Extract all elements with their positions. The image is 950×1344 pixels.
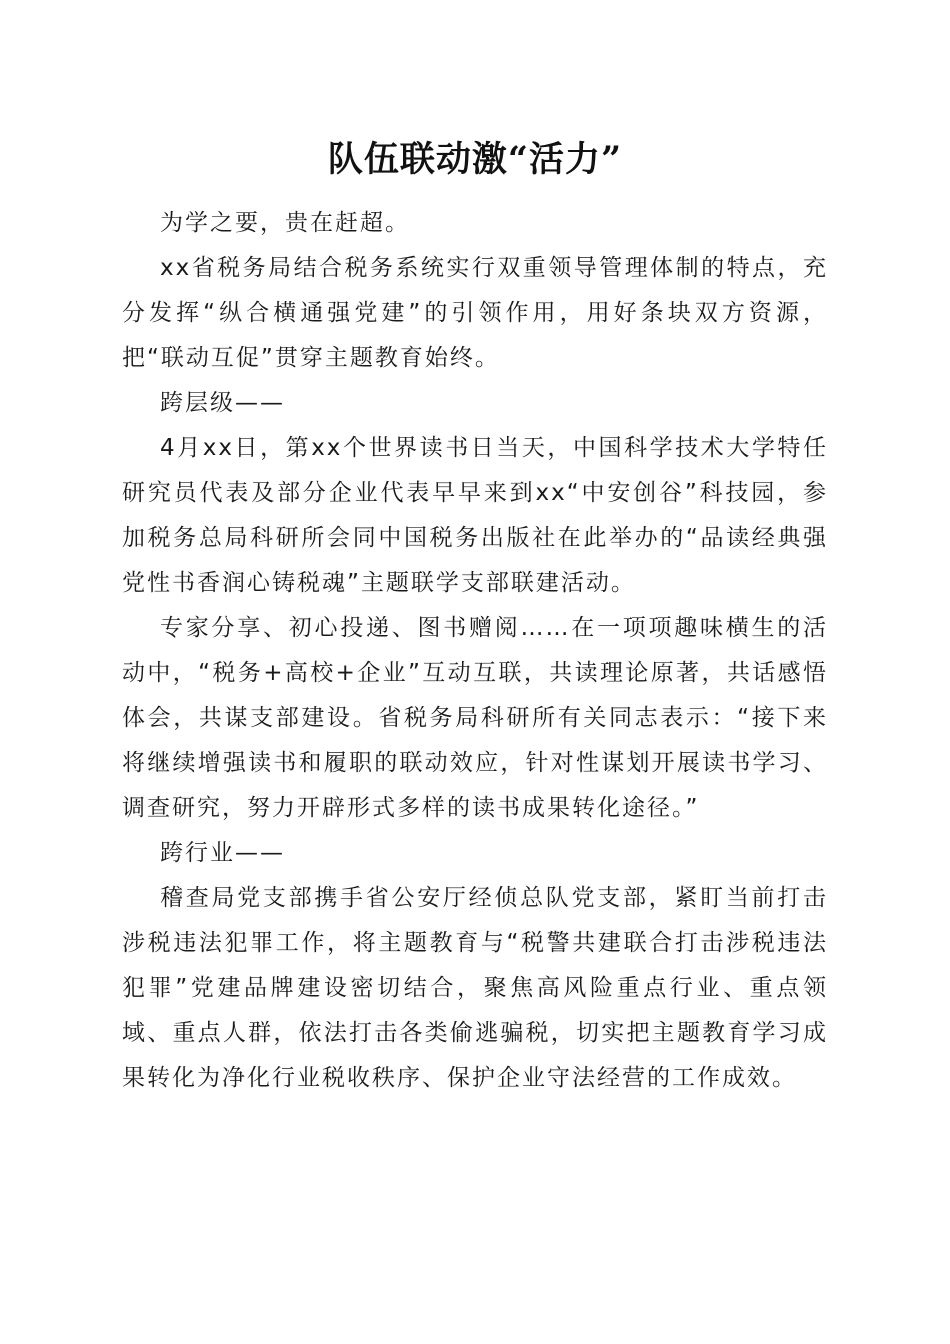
paragraph-intro: 为学之要，贵在赶超。: [160, 210, 410, 236]
paragraph-inspection: 稽查局党支部携手省公安厅经侦总队党支部，紧盯当前打击涉税违法犯罪工作，将主题教育与“税警共建联合打击涉税违法犯罪”党建品牌建设密切结合，聚焦高风险重点行业、重点领域、重点人群，依法打击各类偷逃骗税，切实把主题教育学习成果转化为净化行业税收秩序、保护企业守法经营的工作成效。: [122, 885, 828, 1091]
document-body: [122, 201, 828, 1101]
paragraph-overview: xx省税务局结合税务系统实行双重领导管理体制的特点，充分发挥“纵合横通强党建”的引领作用，用好条块双方资源，把“联动互促”贯穿主题教育始终。: [122, 255, 828, 371]
paragraph-activities: 专家分享、初心投递、图书赠阅……在一项项趣味横生的活动中，“税务+高校+企业”互动互联，共读理论原著，共话感悟体会，共谋支部建设。省税务局科研所有关同志表示：“接下来将继续增强读书和履职的联动效应，针对性谋划开展读书学习、调查研究，努力开辟形式多样的读书成果转化途径。”: [122, 615, 828, 821]
section-heading-cross-industry: 跨行业——: [160, 840, 285, 866]
section-heading-cross-level: 跨层级——: [160, 390, 285, 416]
document-title: 队伍联动激“活力”: [327, 139, 623, 180]
paragraph-reading-day: 4月xx日，第xx个世界读书日当天，中国科学技术大学特任研究员代表及部分企业代表早早来到xx“中安创谷”科技园，参加税务总局科研所会同中国税务出版社在此举办的“品读经典强党性书香润心铸税魂”主题联学支部联建活动。: [122, 435, 828, 596]
